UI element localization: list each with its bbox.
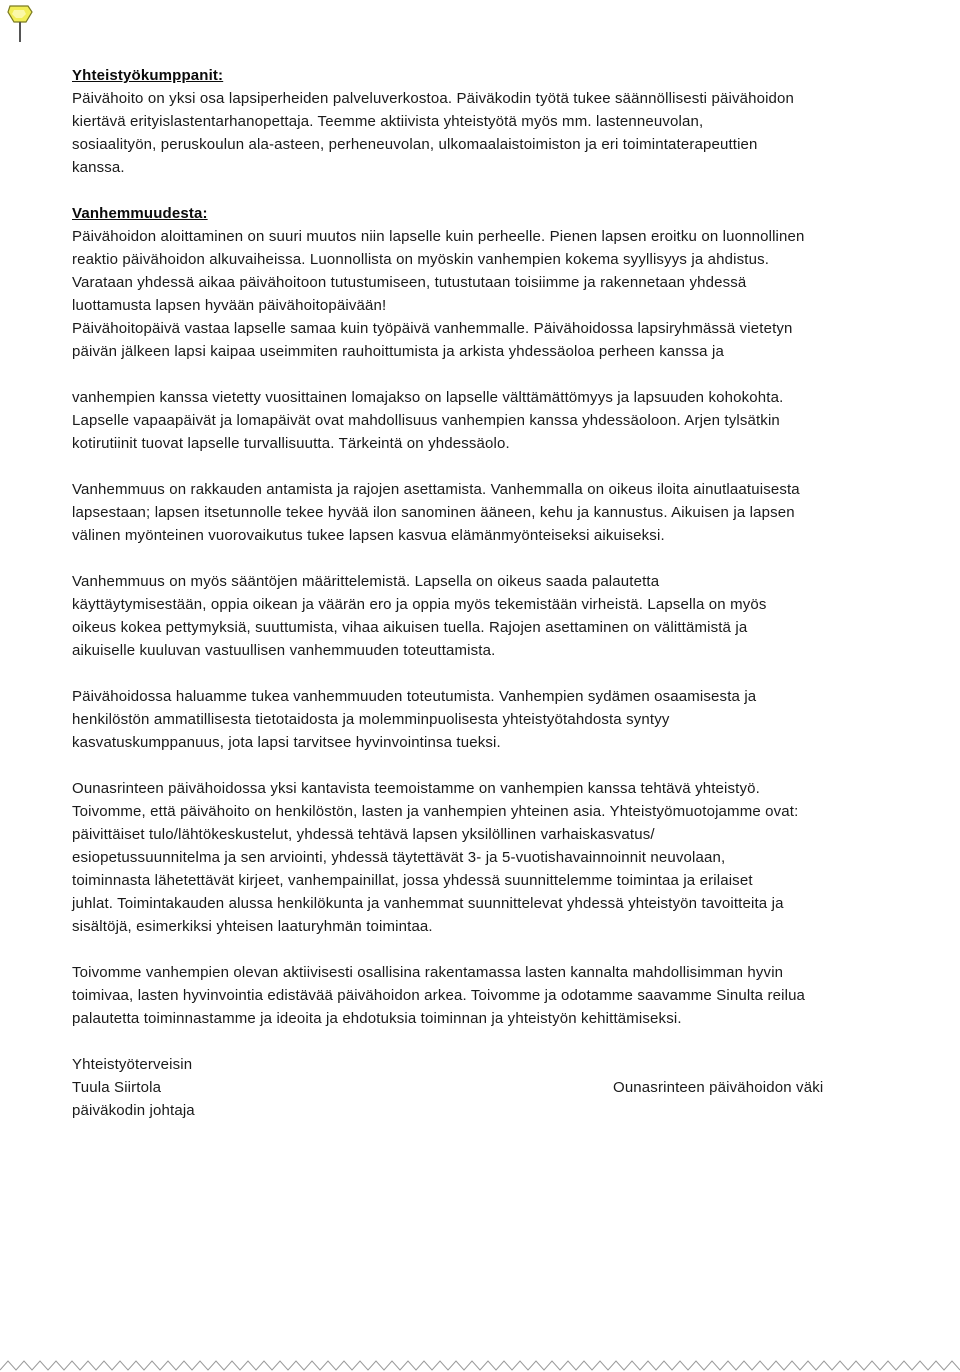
paragraph-line: henkilöstön ammatillisesta tietotaidosta ja molemminpuolisesta yhteistyötahdosta syntyy xyxy=(72,711,670,728)
signature-organization: Ounasrinteen päivähoidon väki xyxy=(613,1079,824,1096)
paragraph-line: kasvatuskumppanuus, jota lapsi tarvitsee hyvinvointinsa tueksi. xyxy=(72,734,501,751)
paragraph-line: Päivähoidossa haluamme tukea vanhemmuuden toteutumista. Vanhempien sydämen osaamisesta ja xyxy=(72,688,757,705)
paragraph-line: aikuiselle kuuluvan vastuullisen vanhemmuuden toteuttamista. xyxy=(72,642,496,659)
paragraph-line: oikeus kokea pettymyksiä, suuttumista, vihaa aikuisen tuella. Rajojen asettaminen on välittämistä ja xyxy=(72,619,748,636)
paragraph-line: vanhempien kanssa vietetty vuosittainen lomajakso on lapselle välttämättömyys ja lapsuuden kohokohta. xyxy=(72,389,784,406)
paragraph-line: Toivomme vanhempien olevan aktiivisesti osallisina rakentamassa lasten kannalta mahdollisimman hyvin xyxy=(72,964,784,981)
signature-title: päiväkodin johtaja xyxy=(72,1102,195,1119)
paragraph-line: päivittäiset tulo/lähtökeskustelut, yhdessä tehtävä lapsen yksilöllinen varhaiskasvatus/ xyxy=(72,826,655,843)
paragraph-line: toimivaa, lasten hyvinvointia edistävää päivähoidon arkea. Toivomme ja odotamme saavamme Sinulta reilua xyxy=(72,987,806,1004)
paragraph-line: Päivähoidon aloittaminen on suuri muutos niin lapselle kuin perheelle. Pienen lapsen eroitku on luonnollinen xyxy=(72,228,805,245)
paragraph-line: reaktio päivähoidon alkuvaiheissa. Luonnollista on myöskin vanhempien kokema syyllisyys ja ahdistus. xyxy=(72,251,770,268)
pushpin-icon xyxy=(4,2,36,46)
signature-greeting: Yhteistyöterveisin xyxy=(72,1056,193,1073)
signature-block xyxy=(72,1053,892,1122)
paragraph-line: päivän jälkeen lapsi kaipaa useimmiten rauhoittumista ja arkista yhdessäoloa perheen kanssa ja xyxy=(72,343,724,360)
paragraph-line: Varataan yhdessä aikaa päivähoitoon tutustumiseen, tutustutaan toisiimme ja rakennetaan yhdessä xyxy=(72,274,747,291)
paragraph-line: sisältöjä, esimerkiksi yhteisen laaturyhmän toimintaa. xyxy=(72,918,433,935)
paragraph-line: juhlat. Toimintakauden alussa henkilökunta ja vanhemmat suunnittelevat yhdessä yhteistyön tavoitteita ja xyxy=(72,895,784,912)
partners-line: kanssa. xyxy=(72,159,125,176)
parenthood-section xyxy=(72,202,892,1030)
parenthood-heading: Vanhemmuudesta: xyxy=(72,205,208,222)
partners-line: sosiaalityön, peruskoulun ala-asteen, perheneuvolan, ulkomaalaistoimiston ja eri toimintaterapeuttien xyxy=(72,136,758,153)
signature-name: Tuula Siirtola xyxy=(72,1079,162,1096)
paragraph-line: Vanhemmuus on rakkauden antamista ja rajojen asettamista. Vanhemmalla on oikeus iloita ainutlaatuisesta xyxy=(72,481,800,498)
page-edge-zigzag xyxy=(0,1358,960,1372)
paragraph-line: Ounasrinteen päivähoidossa yksi kantavista teemoistamme on vanhempien kanssa tehtävä yhteistyö. xyxy=(72,780,760,797)
letter-body xyxy=(72,64,892,1122)
paragraph-line: kotirutiinit tuovat lapselle turvallisuutta. Tärkeintä on yhdessäolo. xyxy=(72,435,510,452)
paragraph-line: palautetta toiminnastamme ja ideoita ja ehdotuksia toiminnan ja yhteistyön kehittämiseksi. xyxy=(72,1010,682,1027)
paragraph-line: toiminnasta lähetettävät kirjeet, vanhempainillat, jossa yhdessä suunnittelemme toimintaa ja erilaiset xyxy=(72,872,753,889)
paragraph-line: käyttäytymisestään, oppia oikean ja väärän ero ja oppia myös tekemistään virheistä. Lapsella on myös xyxy=(72,596,767,613)
partners-line: Päivähoito on yksi osa lapsiperheiden palveluverkostoa. Päiväkodin työtä tukee säännöllisesti päivähoidon xyxy=(72,90,795,107)
paragraph-line: Päivähoitopäivä vastaa lapselle samaa kuin työpäivä vanhemmalle. Päivähoidossa lapsiryhmässä vietetyn xyxy=(72,320,793,337)
partners-section xyxy=(72,64,892,179)
paragraph-line: esiopetussuunnitelma ja sen arviointi, yhdessä täytettävät 3- ja 5-vuotishavainnoinnit neuvolaan, xyxy=(72,849,726,866)
partners-line: kiertävä erityislastentarhanopettaja. Teemme aktiivista yhteistyötä myös mm. lastenneuvolan, xyxy=(72,113,704,130)
paragraph-line: luottamusta lapsen hyvään päivähoitopäivään! xyxy=(72,297,387,314)
paragraph-line: välinen myönteinen vuorovaikutus tukee lapsen kasvua elämänmyönteiseksi aikuiseksi. xyxy=(72,527,665,544)
paragraph-line: Vanhemmuus on myös sääntöjen määrittelemistä. Lapsella on oikeus saada palautetta xyxy=(72,573,660,590)
paragraph-line: Toivomme, että päivähoito on henkilöstön, lasten ja vanhempien yhteinen asia. Yhteistyömuotojamme ovat: xyxy=(72,803,799,820)
paragraph-line: Lapselle vapaapäivät ja lomapäivät ovat mahdollisuus vanhempien kanssa yhdessäoloon. Arjen tylsätkin xyxy=(72,412,780,429)
paragraph-line: lapsestaan; lapsen itsetunnolle tekee hyvää ilon sanominen ääneen, kehu ja kannustus. Aikuisen ja lapsen xyxy=(72,504,795,521)
partners-heading: Yhteistyökumppanit: xyxy=(72,67,224,84)
